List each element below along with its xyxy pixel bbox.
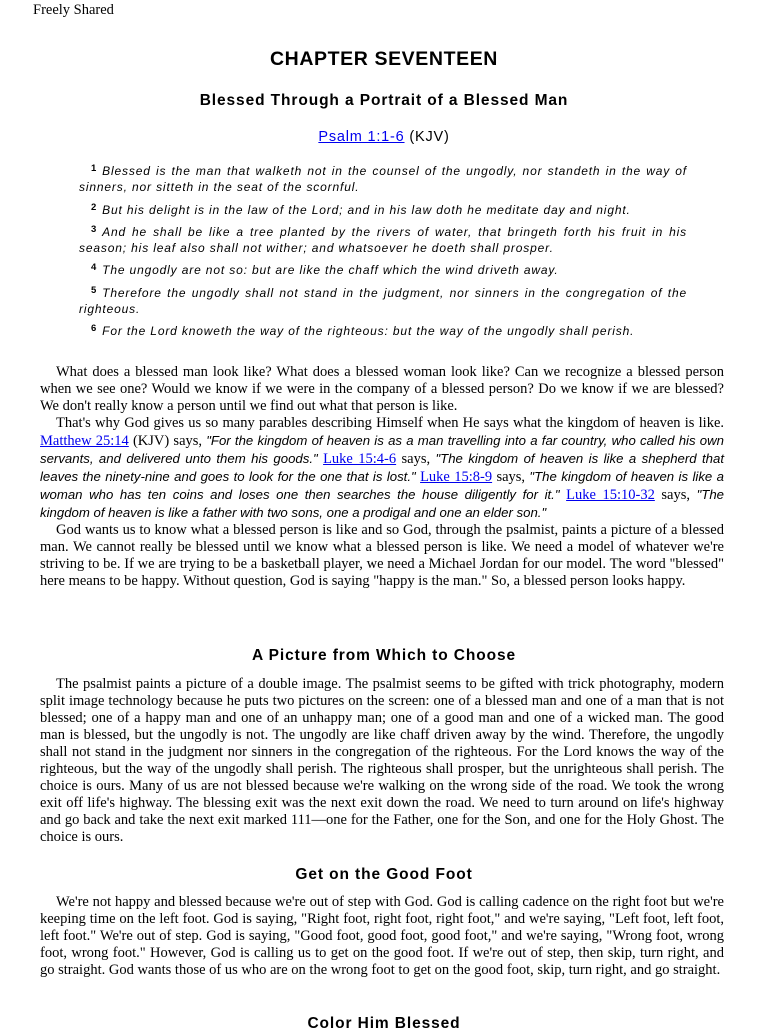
scripture-link-luke-15-10-32[interactable]: Luke 15:10-32 <box>566 487 655 503</box>
verse-list <box>79 163 687 346</box>
section-paragraph: The psalmist paints a picture of a double image. The psalmist seems to be gifted with trick photography, modern split image technology because he puts two pictures on the screen: one of a blessed man and one of a man that is not blessed; one of a happy man and one of an unhappy man; one of a good man and one of a wicked man. The good man is blessed, but the ungodly is not. The ungodly are like chaff driven away by the wind. Therefore, the ungodly shall not stand in the judgment nor sinners in the congregation of the righteous. For the Lord knows the way of the righteous, but the way of the ungodly shall perish. The righteous shall prosper, but the unrighteous shall perish. The choice is ours. Many of us are not blessed because we're walking on the wrong side of the road. We took the wrong exit off life's highway. The blessing exit was the next exit down the road. We need to turn around on life's highway and go back and take the next exit marked 111—one for the Father, one for the Son, and one for the Holy Ghost. The choice is ours. <box>40 676 724 845</box>
verse-text: Blessed is the man that walketh not in the counsel of the ungodly, nor standeth in the way of sinners, nor sitteth in the seat of the scornful. <box>79 164 687 195</box>
scripture-link-psalm-1[interactable]: Psalm 1:1-6 <box>318 129 405 145</box>
verse-number: 3 <box>91 223 98 235</box>
intro-paragraph-3: God wants us to know what a blessed person is like and so God, through the psalmist, paints a picture of a blessed man. We cannot really be blessed until we know what a blessed person is like. We need a model of whatever we're striving to be. If we are trying to be a basketball player, we need a Michael Jordan for our model. The word "blessed" here means to be happy. Without question, God is saying "happy is the man." So, a blessed person looks happy. <box>40 522 724 589</box>
verse-4 <box>79 262 687 278</box>
paragraph-text: says, <box>492 469 530 485</box>
verse-text: For the Lord knoweth the way of the righteous: but the way of the ungodly shall perish. <box>102 324 635 339</box>
verse-text: The ungodly are not so: but are like the chaff which the wind driveth away. <box>102 263 559 278</box>
intro-section <box>40 364 724 590</box>
scripture-link-luke-15-8-9[interactable]: Luke 15:8-9 <box>420 469 493 485</box>
chapter-title: CHAPTER SEVENTEEN <box>270 48 498 70</box>
quote-text: "The kingdom of heaven is like a woman who has ten coins and loses one then searches the house diligently for it." <box>40 469 724 502</box>
verse-number: 2 <box>91 201 98 213</box>
section-picture-body <box>40 676 724 846</box>
section-heading-picture: A Picture from Which to Choose <box>251 647 517 664</box>
paragraph-text: (KJV) says, <box>128 433 207 449</box>
intro-paragraph-1: What does a blessed man look like? What does a blessed woman look like? Can we recognize a blessed person when we see one? Would we know if we were in the company of a blessed person? Do we know if we are blessed? We don't really know a person until we find out what that person is like. <box>40 364 724 414</box>
chapter-subtitle: Blessed Through a Portrait of a Blessed Man <box>199 92 569 109</box>
section-good-foot-body <box>40 894 724 979</box>
verse-6 <box>79 323 687 339</box>
paragraph-text: says, <box>396 451 436 467</box>
quote-text: "The kingdom of heaven is like a father with two sons, one a prodigal and one an elder son." <box>40 487 724 520</box>
section-paragraph: We're not happy and blessed because we're out of step with God. God is calling cadence on the right foot but we're keeping time on the left foot. God is saying, "Right foot, right foot, right foot," and we're saying, "Left foot, left foot, left foot." We're out of step. God is saying, "Good foot, good foot, good foot," and we're saying, "Wrong foot, wrong foot, wrong foot." However, God is calling us to get on the good foot. If we're out of step, then skip, turn right, and go straight. God wants those of us who are on the wrong foot to get on the good foot, skip, turn right, and go straight. <box>40 894 724 978</box>
intro-paragraph-2 <box>40 415 724 522</box>
verse-number: 5 <box>91 284 98 296</box>
verse-text: Therefore the ungodly shall not stand in the judgment, nor sinners in the congregation of the righteous. <box>79 285 687 317</box>
verse-number: 4 <box>91 262 98 274</box>
verse-text: And he shall be like a tree planted by the rivers of water, that bringeth forth his fruit in his season; his leaf also shall not wither; and whatsoever he doeth shall prosper. <box>79 224 687 256</box>
section-heading-good-foot: Get on the Good Foot <box>295 866 473 883</box>
verse-number: 1 <box>91 163 98 174</box>
quote-text: "For the kingdom of heaven is as a man travelling into a far country, who called his own servants, and delivered unto them his goods." <box>40 433 724 466</box>
page-header-label: Freely Shared <box>33 2 114 18</box>
scripture-link-luke-15-4-6[interactable]: Luke 15:4-6 <box>323 451 397 467</box>
verse-number: 6 <box>91 323 98 335</box>
verse-3 <box>79 224 687 257</box>
verse-1 <box>79 163 687 196</box>
paragraph-text: says, <box>654 487 697 503</box>
scripture-link-matthew-25-14[interactable]: Matthew 25:14 <box>40 433 129 449</box>
verse-5 <box>79 285 687 318</box>
paragraph-text: That's why God gives us so many parables describing Himself when He says what the kingdom of heaven is like. <box>56 415 724 431</box>
verse-text: But his delight is in the law of the Lord; and in his law doth he meditate day and night. <box>102 202 631 217</box>
scripture-version: (KJV) <box>409 129 450 145</box>
section-heading-color-him-blessed: Color Him Blessed <box>307 1015 461 1032</box>
scripture-reference <box>0 128 768 147</box>
verse-2 <box>79 202 687 218</box>
quote-text: "The kingdom of heaven is like a shepherd that leaves the ninety-nine and goes to look for the one that is lost." <box>40 451 725 484</box>
